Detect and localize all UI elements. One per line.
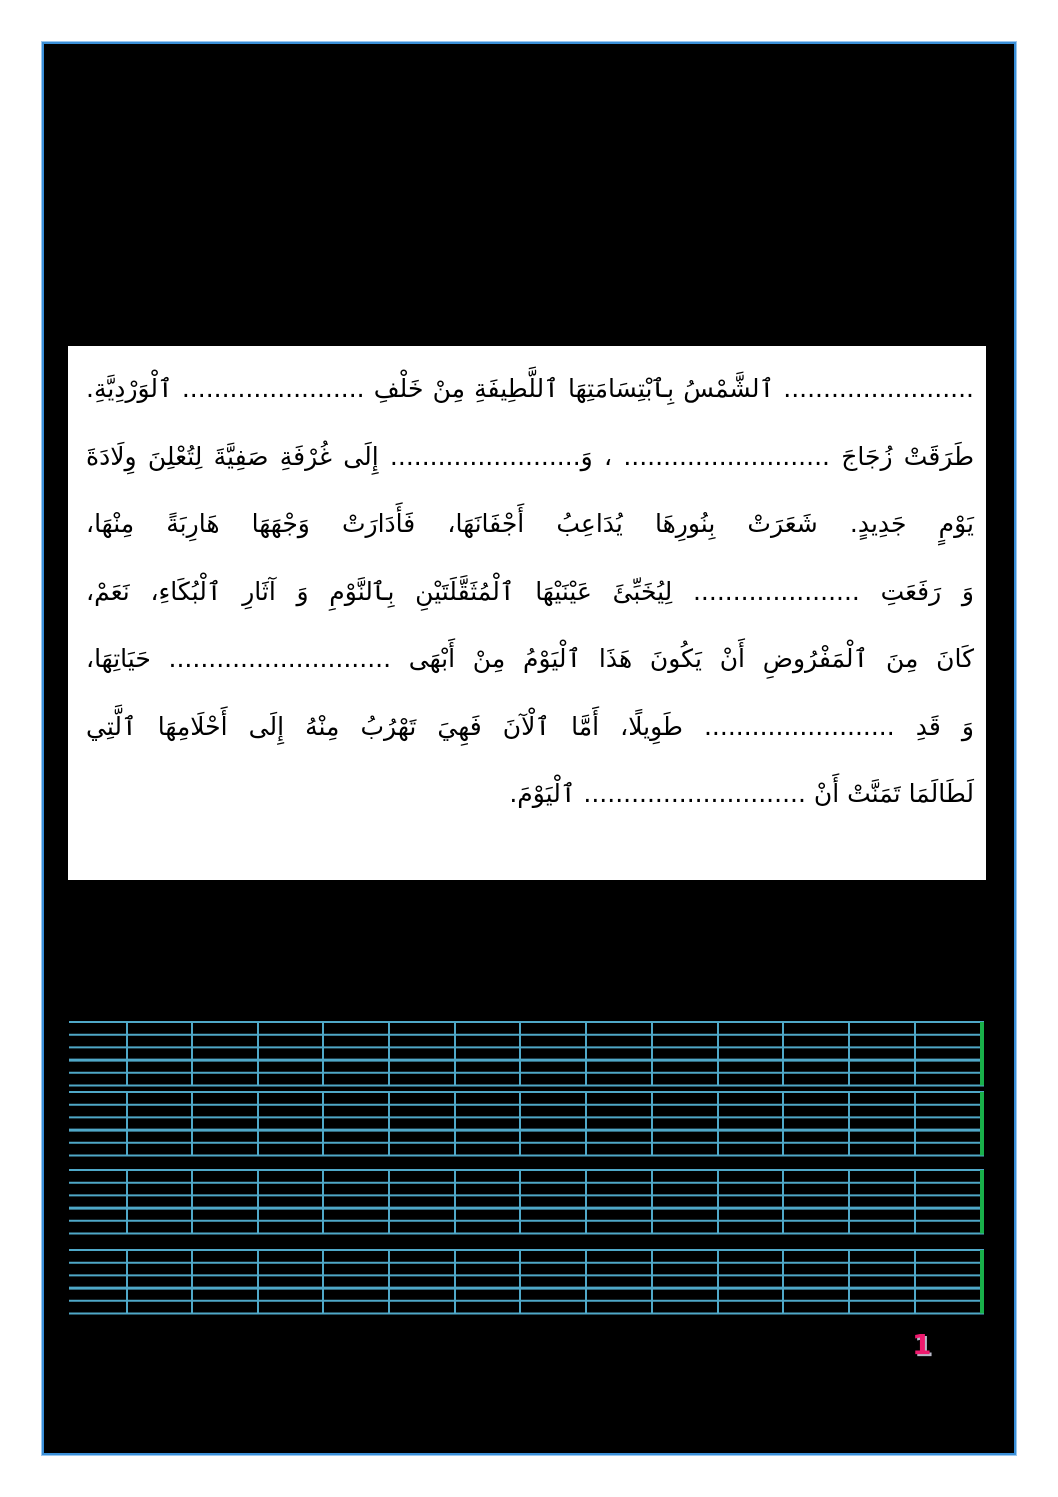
text-line: يَوْمٍ جَدِيدٍ. شَعَرَتْ بِنُورِهَا يُدَاعِبُ أَجْفَانَهَا، فَأَدَارَتْ وَجْهَهَا هَارِبَةً مِنْهَا، <box>86 509 974 538</box>
page-number: 1 <box>912 1328 932 1361</box>
text-line: ........................ ٱلشَّمْسُ بِٱبْتِسَامَتِهَا ٱللَّطِيفَةِ مِنْ خَلْفِ ....................... ٱلْوَرْدِيَّةِ. <box>86 374 974 403</box>
text-line: كَانَ مِنَ ٱلْمَفْرُوضِ أَنْ يَكُونَ هَذَا ٱلْيَوْمُ مِنْ أَبْهَى ............................ حَيَاتِهَا، <box>86 644 974 673</box>
text-line: طَرَقَتْ زُجَاجَ .......................... ، وَ........................ إِلَى غُرْفَةِ صَفِيَّةَ لِتُعْلِنَ وِلَادَةَ <box>86 441 974 471</box>
text-line: وَ رَفَعَتِ ..................... لِيُخَبِّئَ عَيْنَيْهَا ٱلْمُثَقَّلَتَيْنِ بِٱلنَّوْمِ وَ آثَارِ ٱلْبُكَاءِ، نَعَمْ، <box>86 576 974 606</box>
text-line: وَ قَدِ ........................ طَوِيلًا، أَمَّا ٱلْآنَ فَهِيَ تَهْرُبُ مِنْهُ إِلَى أَحْلَامِهَا ٱلَّتِي <box>86 711 974 741</box>
text-line: لَطَالَمَا تَمَنَّتْ أَنْ ............................ ٱلْيَوْمَ. <box>509 779 974 808</box>
